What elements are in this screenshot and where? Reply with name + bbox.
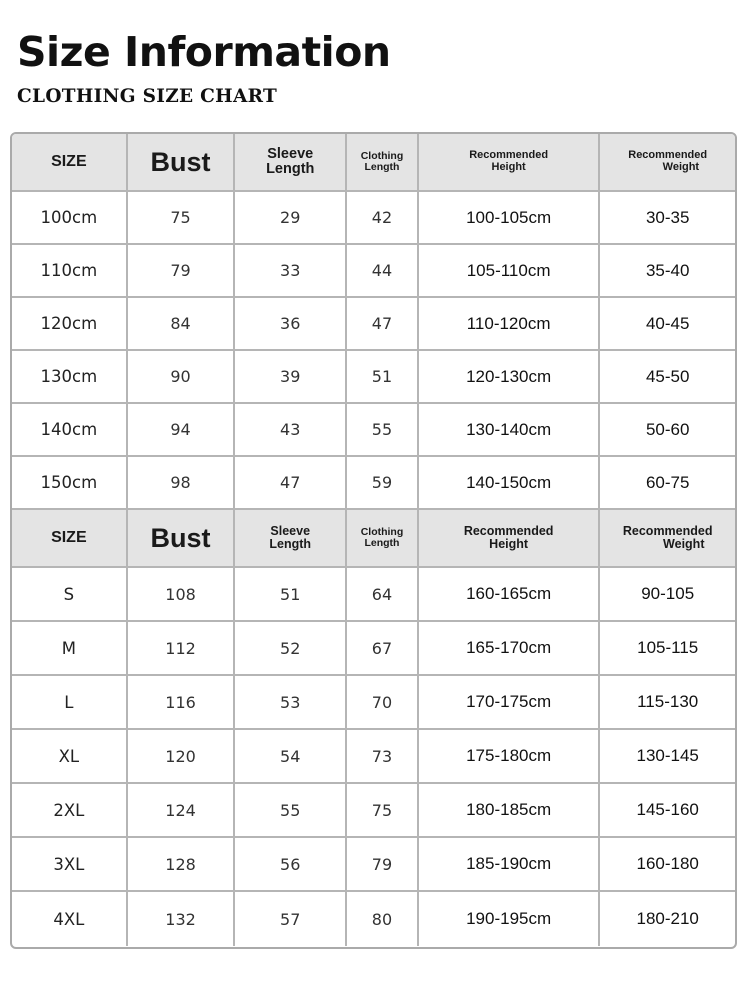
cell-sleeve-length: 55: [235, 784, 347, 838]
cell-recommended-height: 165-170cm: [419, 622, 601, 676]
cell-recommended-weight: 45-50: [600, 351, 735, 404]
cell-recommended-weight: 115-130: [600, 676, 735, 730]
table-row: [12, 404, 735, 457]
table-row: [12, 838, 735, 892]
header-sleeve-length: [235, 510, 347, 568]
header-clothing-length: [347, 134, 419, 192]
cell-sleeve-length: 53: [235, 676, 347, 730]
cell-bust: 98: [128, 457, 236, 510]
table-row: [12, 192, 735, 245]
cell-recommended-height: 140-150cm: [419, 457, 601, 510]
cell-sleeve-length: 47: [235, 457, 347, 510]
cell-clothing-length: 67: [347, 622, 419, 676]
header-sleeve-line1: Sleeve: [267, 145, 314, 162]
header-bust: Bust: [128, 510, 236, 568]
page-subtitle: CLOTHING SIZE CHART: [17, 86, 278, 107]
cell-bust: 84: [128, 298, 236, 351]
cell-sleeve-length: 57: [235, 892, 347, 946]
header-clothing-length: [347, 510, 419, 568]
cell-bust: 116: [128, 676, 236, 730]
cell-recommended-weight: 90-105: [600, 568, 735, 622]
header-clothing-line2: Length: [364, 537, 400, 549]
cell-bust: 108: [128, 568, 236, 622]
cell-clothing-length: 73: [347, 730, 419, 784]
cell-bust: 90: [128, 351, 236, 404]
cell-recommended-weight: 180-210: [636, 909, 699, 928]
cell-bust: 94: [128, 404, 236, 457]
page-title: Size Information: [17, 28, 391, 76]
cell-sleeve-length: 56: [235, 838, 347, 892]
cell-size: 140cm: [12, 404, 128, 457]
cell-recommended-weight: 130-145: [600, 730, 735, 784]
cell-recommended-weight: 30-35: [600, 192, 735, 245]
cell-sleeve-length: 54: [235, 730, 347, 784]
cell-recommended-height: 170-175cm: [419, 676, 601, 730]
cell-recommended-height: 175-180cm: [419, 730, 601, 784]
cell-clothing-length: 51: [347, 351, 419, 404]
cell-sleeve-length: 33: [235, 245, 347, 298]
cell-size: XL: [12, 730, 128, 784]
cell-size: 2XL: [12, 784, 128, 838]
cell-bust: 132: [128, 892, 236, 946]
cell-clothing-length: 47: [347, 298, 419, 351]
table-row: [12, 676, 735, 730]
header-recommended-weight: [600, 134, 735, 192]
table-row: [12, 351, 735, 404]
header-recommended-weight: [600, 510, 735, 568]
cell-sleeve-length: 52: [235, 622, 347, 676]
cell-sleeve-length: 43: [235, 404, 347, 457]
header-height-line1: Recommended: [469, 149, 549, 162]
cell-sleeve-length: 39: [235, 351, 347, 404]
cell-recommended-weight: 105-115: [600, 622, 735, 676]
header-size: SIZE: [12, 134, 128, 192]
header-sleeve-line1: Sleeve: [270, 523, 311, 538]
cell-bust: 128: [128, 838, 236, 892]
cell-recommended-weight: 40-45: [600, 298, 735, 351]
cell-recommended-height: 185-190cm: [419, 838, 601, 892]
cell-bust: 75: [128, 192, 236, 245]
cell-clothing-length: 70: [347, 676, 419, 730]
cell-clothing-length: 79: [347, 838, 419, 892]
header-height-line1: Recommended: [463, 523, 554, 538]
table-header-kids: [12, 134, 735, 192]
table-row: [12, 245, 735, 298]
cell-size: 3XL: [12, 838, 128, 892]
cell-size: 120cm: [12, 298, 128, 351]
cell-size: 110cm: [12, 245, 128, 298]
cell-clothing-length: 44: [347, 245, 419, 298]
table-row: [12, 730, 735, 784]
table-row: [12, 622, 735, 676]
cell-recommended-weight: 60-75: [600, 457, 735, 510]
cell-recommended-height: 160-165cm: [419, 568, 601, 622]
cell-bust: 79: [128, 245, 236, 298]
header-bust: Bust: [128, 134, 236, 192]
header-recommended-height: [419, 510, 601, 568]
cell-recommended-weight: 35-40: [600, 245, 735, 298]
table-row: [12, 298, 735, 351]
size-chart-table: [10, 132, 737, 949]
header-sleeve-length: [235, 134, 347, 192]
cell-recommended-height: 180-185cm: [419, 784, 601, 838]
header-sleeve-line2: Length: [269, 537, 312, 551]
header-clothing-line1: Clothing: [360, 525, 404, 538]
header-weight-line1: Recommended: [622, 523, 713, 538]
cell-recommended-height: 120-130cm: [419, 351, 601, 404]
cell-recommended-weight: 145-160: [600, 784, 735, 838]
cell-recommended-height: 130-140cm: [419, 404, 601, 457]
cell-size: 100cm: [12, 192, 128, 245]
header-recommended-height: [419, 134, 601, 192]
header-clothing-line1: Clothing: [360, 149, 404, 162]
cell-recommended-weight: 160-180: [600, 838, 735, 892]
table-header-adult: [12, 510, 735, 568]
table-row: [12, 457, 735, 510]
header-height-line2: Height: [491, 161, 526, 173]
cell-bust: 124: [128, 784, 236, 838]
table-row: [12, 892, 735, 946]
header-weight-line1: Recommended: [628, 149, 708, 162]
header-height-line2: Height: [489, 537, 529, 551]
cell-recommended-height: 105-110cm: [419, 245, 601, 298]
cell-clothing-length: 59: [347, 457, 419, 510]
cell-clothing-length: 64: [347, 568, 419, 622]
header-size: SIZE: [12, 510, 128, 568]
cell-size: 150cm: [12, 457, 128, 510]
cell-clothing-length: 80: [347, 892, 419, 946]
table-row: [12, 568, 735, 622]
header-clothing-line2: Length: [364, 161, 400, 173]
cell-clothing-length: 75: [347, 784, 419, 838]
cell-size: L: [12, 676, 128, 730]
cell-size: M: [12, 622, 128, 676]
cell-clothing-length: 42: [347, 192, 419, 245]
cell-recommended-height: 110-120cm: [419, 298, 601, 351]
cell-sleeve-length: 29: [235, 192, 347, 245]
cell-sleeve-length: 36: [235, 298, 347, 351]
header-sleeve-line2: Length: [266, 161, 315, 177]
cell-recommended-weight: 50-60: [600, 404, 735, 457]
cell-size: 4XL: [12, 892, 128, 946]
header-weight-line2: Weight: [662, 161, 700, 173]
cell-clothing-length: 55: [347, 404, 419, 457]
header-weight-line2: Weight: [663, 537, 705, 551]
cell-recommended-height: 100-105cm: [419, 192, 601, 245]
cell-size: 130cm: [12, 351, 128, 404]
table-row: [12, 784, 735, 838]
cell-size: S: [12, 568, 128, 622]
cell-bust: 120: [128, 730, 236, 784]
cell-sleeve-length: 51: [235, 568, 347, 622]
cell-recommended-height: 190-195cm: [419, 892, 601, 946]
cell-bust: 112: [128, 622, 236, 676]
